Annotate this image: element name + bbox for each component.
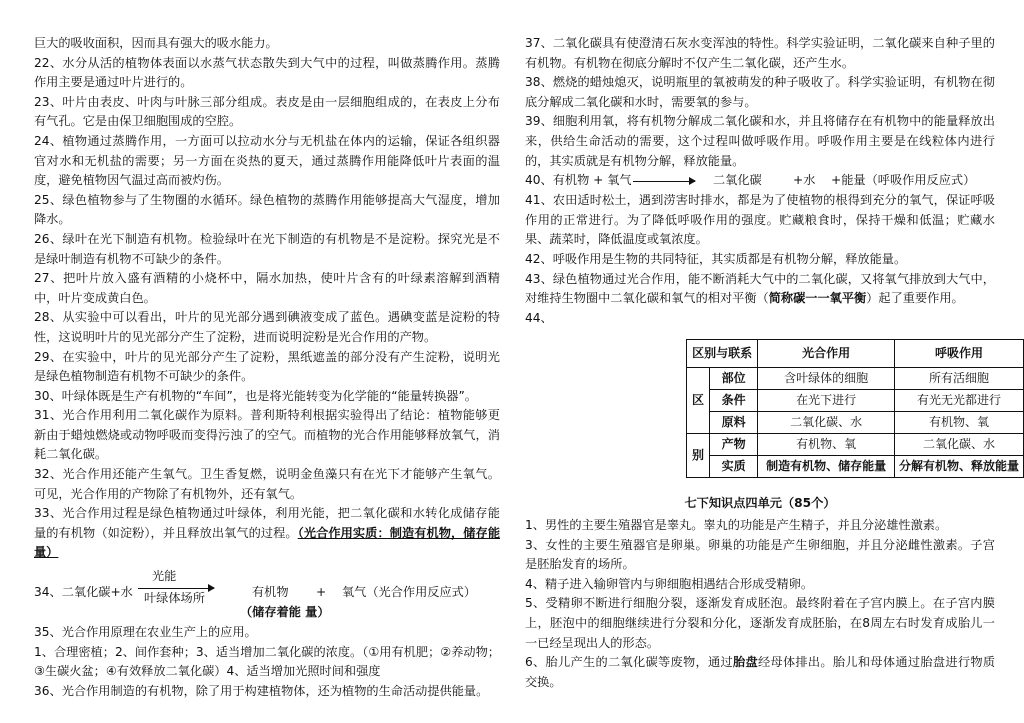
table-row [687, 368, 1024, 390]
paragraph-25: 25、绿色植物参与了生物圈的水循环。绿色植物的蒸腾作用能够提高大气湿度，增加降水。 [34, 192, 500, 227]
paragraph-22: 22、水分从活的植物体表面以水蒸气状态散失到大气中的过程，叫做蒸腾作用。蒸腾作用主要是通过叶片进行的。 [34, 55, 500, 90]
paragraph-28: 28、从实验中可以看出，叶片的见光部分遇到碘液变成了蓝色。遇碘变蓝是淀粉的特性，这说明叶片的见光部分产生了淀粉，进而说明淀粉是光合作用的产物。 [34, 310, 500, 344]
table-cell: 分解有机物、释放能量 [894, 456, 1023, 478]
unit4-paragraph-5: 5、受精卵不断进行细胞分裂，逐渐发育成胚泡。最终附着在子宫内膜上。在子宫内膜上，胚泡中的细胞继续进行分裂和分化，逐渐发育成胚胎，在8周左右时发育成胎儿一一已经呈现出人的形态。 [525, 596, 995, 650]
table-row-label: 产物 [709, 434, 757, 456]
comparison-table [686, 339, 1024, 478]
respiration-product-water: +水 [793, 173, 816, 188]
paragraph-37: 37、二氧化碳具有使澄清石灰水变浑浊的特性。科学实验证明，二氧化碳来自种子里的有机物。有机物在彻底分解时不仅产生二氧化碳，还产生水。 [525, 36, 995, 70]
photosynthesis-essence: （光合作用实质：制造有机物，储存能量） [34, 525, 501, 560]
paragraph-35: 35、光合作用原理在农业生产上的应用。 [34, 625, 257, 640]
respiration-reactants: 40、有机物 + 氧气 [525, 173, 632, 188]
equation-energy-note: （储存着能 量） [240, 605, 330, 620]
table-side-label: 区 [687, 368, 710, 434]
unit4-paragraph-4: 4、精子进入输卵管内与卵细胞相遇结合形成受精卵。 [525, 576, 814, 591]
table-row [687, 456, 1024, 478]
paragraph-31: 31、光合作用利用二氧化碳作为原料。普利斯特利根据实验得出了结论：植物能够更新由于蜡烛燃烧或动物呼吸而变得污浊了的空气。而植物的光合作用能够释放氧气，消耗二氧化碳。 [34, 408, 500, 462]
unit4-paragraph-6-end: 经母体排出。胎儿和母体通过胎盘进行物质交换。 [525, 655, 996, 689]
paragraph-39: 39、细胞利用氧，将有机物分解成二氧化碳和水，并且将储存在有机物中的能量释放出来，供给生命活动的需要，这个过程叫做呼吸作用。呼吸作用主要是在线粒体内进行的，其实质就是有机物分解，释放能量。 [525, 114, 995, 168]
paragraph-32: 32、光合作用还能产生氧气。卫生香复燃，说明金鱼藻只有在光下才能够产生氧气。可见，光合作用的产物除了有机物外，还有氧气。 [34, 467, 500, 501]
table-header-cell: 光合作用 [758, 340, 895, 368]
table-cell: 含叶绿体的细胞 [758, 368, 895, 390]
table-header-cell: 区别与联系 [687, 340, 758, 368]
paragraph-43-end: ）起了重要作用。 [866, 291, 964, 306]
unit-four-title: 七下知识点四单元（85个） [684, 496, 836, 510]
equation-product-oxygen: 氧气（光合作用反应式） [342, 585, 477, 600]
paragraph-44: 44、 [525, 310, 553, 325]
table-cell: 所有活细胞 [894, 368, 1023, 390]
carbon-oxygen-balance: 简称碳一一氧平衡 [768, 291, 867, 306]
table-cell: 有机物、氧 [894, 412, 1023, 434]
paragraph-23: 23、叶片由表皮、叶肉与叶脉三部分组成。表皮是由一层细胞组成的，在表皮上分布有气孔。它是由保卫细胞围成的空腔。 [34, 94, 500, 129]
paragraph-43 [525, 270, 995, 309]
placenta-term: 胎盘 [732, 655, 758, 670]
paragraph-26: 26、绿叶在光下制造有机物。检验绿叶在光下制造的有机物是不是淀粉。探究光是不是绿叶制造有机物不可缺少的条件。 [34, 231, 500, 266]
table-row-label: 条件 [709, 390, 757, 412]
paragraph-43-text: 43、绿色植物通过光合作用，能不断消耗大气中的二氧化碳，又将氧气排放到大气中，对维持生物圈中二氧化碳和氧气的相对平衡（ [525, 271, 995, 306]
equation-product-organic: 有机物 [252, 585, 289, 600]
table-cell: 二氧化碳、水 [758, 412, 895, 434]
unit4-paragraph-6 [525, 653, 995, 692]
paragraph-30: 30、叶绿体既是生产有机物的“车间”，也是将光能转变为化学能的“能量转换器”。 [34, 388, 477, 403]
comparison-table-wrapper [686, 339, 1024, 489]
equation-plus: + [316, 585, 327, 600]
paragraph-29: 29、在实验中，叶片的见光部分产生了淀粉，黑纸遮盖的部分没有产生淀粉，说明光是绿色植物制造有机物不可缺少的条件。 [34, 349, 500, 384]
photosynthesis-equation [34, 563, 500, 623]
right-column [525, 34, 995, 328]
unit4-paragraph-3: 3、女性的主要生殖器官是卵巢。卵巢的功能是产生卵细胞，并且分泌雌性激素。子宫是胚胎发育的场所。 [525, 537, 995, 572]
table-row [687, 434, 1024, 456]
paragraph-27: 27、把叶片放入盛有酒精的小烧杯中，隔水加热，使叶片含有的叶绿素溶解到酒精中，叶片变成黄白色。 [34, 271, 500, 305]
respiration-energy: +能量（呼吸作用反应式） [831, 173, 976, 188]
unit4-paragraph-6-text: 6、胎儿产生的二氧化碳等废物，通过 [525, 655, 733, 670]
table-row-label: 实质 [709, 456, 757, 478]
table-header-cell: 呼吸作用 [894, 340, 1023, 368]
paragraph-38: 38、燃烧的蜡烛熄灭，说明瓶里的氧被萌发的种子吸收了。科学实验证明，有机物在彻底分解成二氧化碳和水时，需要氧的参与。 [525, 75, 995, 109]
paragraph-42: 42、呼吸作用是生物的共同特征，其实质都是有机物分解，释放能量。 [525, 251, 907, 266]
table-row [687, 390, 1024, 412]
paragraph-33 [34, 504, 500, 563]
unit-four-content [525, 516, 995, 692]
table-side-label: 别 [687, 434, 710, 478]
table-row [687, 412, 1024, 434]
table-cell: 二氧化碳、水 [894, 434, 1023, 456]
unit4-paragraph-1: 1、男性的主要生殖器官是睾丸。睾丸的功能是产生精子，并且分泌雄性激素。 [525, 518, 948, 532]
paragraph-24: 24、植物通过蒸腾作用，一方面可以拉动水分与无机盐在体内的运输，保证各组织器官对水和无机盐的需要；另一方面在炎热的夏天，通过蒸腾作用能降低叶片表面的温度，避免植物因气温过高而被灼伤。 [34, 133, 500, 188]
equation-condition-light: 光能 [152, 569, 177, 584]
paragraph-36: 36、光合作用制造的有机物，除了用于构建植物体，还为植物的生命活动提供能量。 [34, 683, 489, 698]
table-row-label: 部位 [709, 368, 757, 390]
left-column [34, 34, 500, 701]
table-cell: 有机物、氧 [758, 434, 895, 456]
paragraph-21-end: 巨大的吸收面积，因而具有强大的吸水能力。 [34, 36, 278, 50]
table-cell: 制造有机物、储存能量 [758, 456, 895, 478]
table-header-row [687, 340, 1024, 368]
respiration-product-co2: 二氧化碳 [713, 173, 762, 188]
respiration-arrow [633, 181, 695, 182]
table-cell: 有光无光都进行 [894, 390, 1023, 412]
equation-reactants: 34、二氧化碳+水 [34, 585, 133, 600]
table-cell: 在光下进行 [758, 390, 895, 412]
table-row-label: 原料 [709, 412, 757, 434]
paragraph-35-applications: 1、合理密植；2、间作套种；3、适当增加二氧化碳的浓度。（①用有机肥；②养动物；③生碳火盆；④有效释放二氧化碳）4、适当增加光照时间和强度 [34, 644, 500, 679]
respiration-equation [525, 171, 995, 191]
equation-condition-site: 叶绿体场所 [144, 591, 205, 606]
paragraph-41: 41、农田适时松土，遇到涝害时排水，都是为了使植物的根得到充分的氧气，保证呼吸作用的正常进行。为了降低呼吸作用的强度。贮藏粮食时，保持干燥和低温；贮藏水果、蔬菜时，降低温度或氧浓度。 [525, 193, 995, 247]
paragraph-33-text: 33、光合作用过程是绿色植物通过叶绿体，利用光能，把二氧化碳和水转化成储存能量的有机物（如淀粉），并且释放出氧气的过程。 [34, 506, 500, 540]
